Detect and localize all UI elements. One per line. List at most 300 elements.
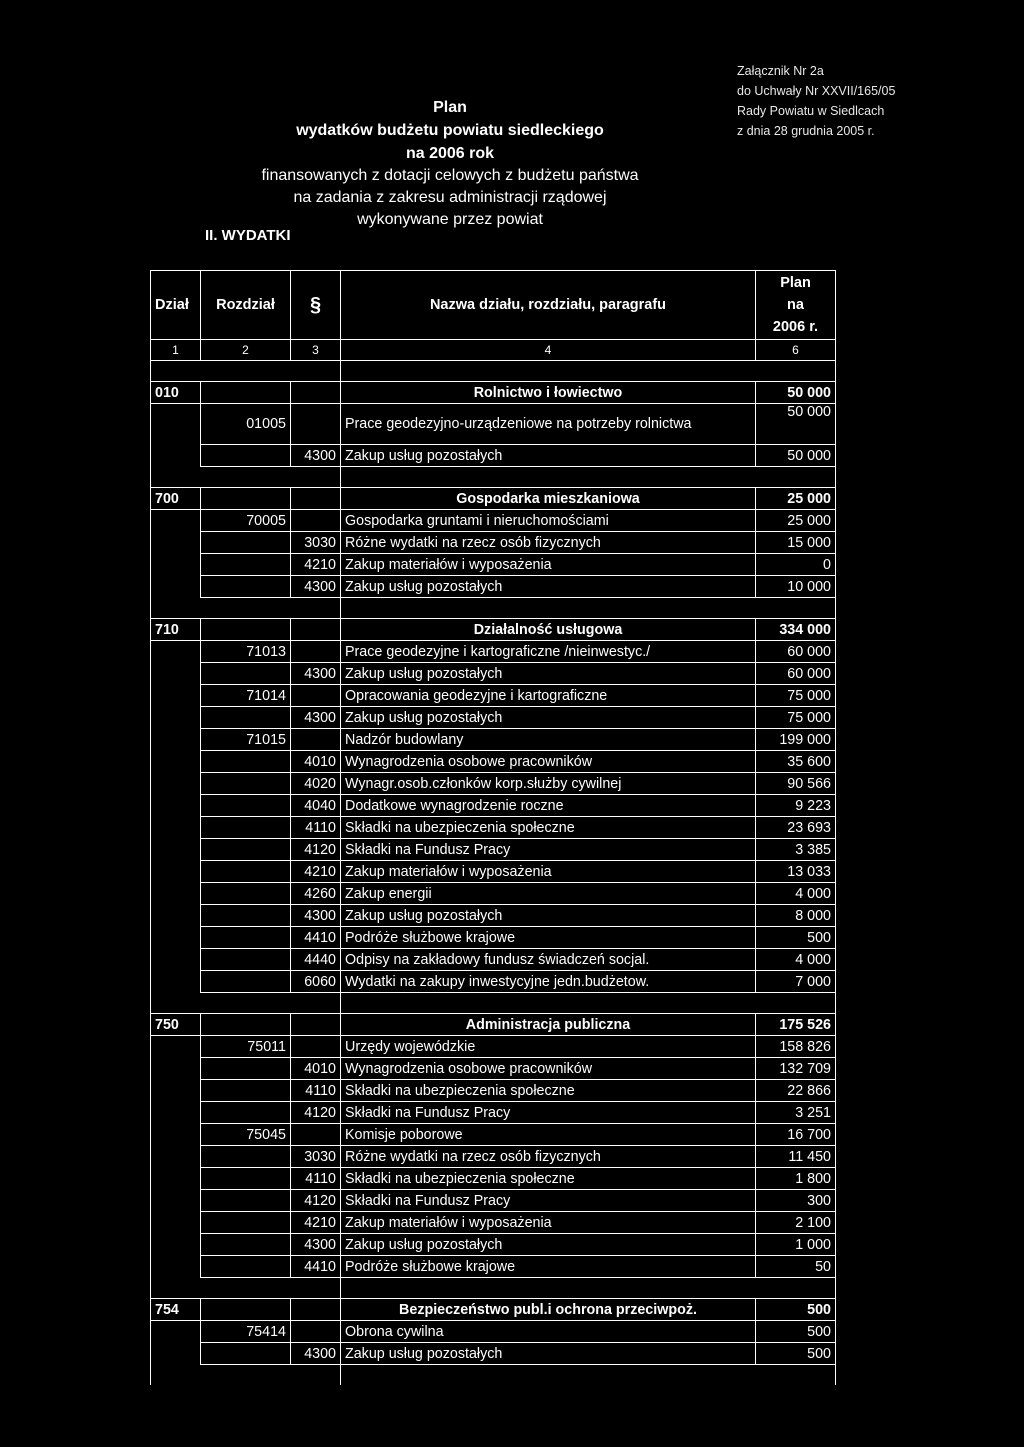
table-row-paragraf <box>151 795 836 817</box>
amount-cell: 16 700 <box>756 1124 836 1146</box>
paragraf-cell: 4410 <box>291 1256 341 1278</box>
name-cell: Zakup materiałów i wyposażenia <box>341 1212 756 1234</box>
paragraf-cell: 4210 <box>291 1212 341 1234</box>
title-line-4: finansowanych z dotacji celowych z budżetu państwa <box>261 167 639 184</box>
dzial-cell <box>151 1256 201 1278</box>
spacer-cell <box>341 598 756 619</box>
spacer-row <box>151 598 836 619</box>
name-cell: Administracja publiczna <box>341 1014 756 1036</box>
title-line-2: wydatków budżetu powiatu siedleckiego <box>296 122 604 139</box>
name-cell: Obrona cywilna <box>341 1321 756 1343</box>
header-plan-line-2: na <box>787 297 804 313</box>
name-cell: Prace geodezyjno-urządzeniowe na potrzeby rolnictwa <box>341 404 756 445</box>
spacer-cell <box>341 361 756 382</box>
dzial-cell <box>151 751 201 773</box>
title-line-6: wykonywane przez powiat <box>357 211 543 228</box>
amount-cell: 334 000 <box>756 619 836 641</box>
paragraf-cell <box>291 685 341 707</box>
column-number-row <box>151 340 836 361</box>
header-paragraf: § <box>291 271 341 340</box>
rozdzial-cell <box>201 1190 291 1212</box>
spacer-cell <box>151 361 201 382</box>
amount-cell: 13 033 <box>756 861 836 883</box>
dzial-cell <box>151 817 201 839</box>
spacer-cell <box>291 993 341 1014</box>
rozdzial-cell: 71013 <box>201 641 291 663</box>
table-row-rozdzial <box>151 685 836 707</box>
paragraf-cell: 4040 <box>291 795 341 817</box>
amount-cell: 1 000 <box>756 1234 836 1256</box>
amount-cell: 300 <box>756 1190 836 1212</box>
name-cell: Wynagrodzenia osobowe pracowników <box>341 751 756 773</box>
spacer-cell <box>341 993 756 1014</box>
amount-cell: 199 000 <box>756 729 836 751</box>
colnum-3: 3 <box>291 340 341 361</box>
spacer-cell <box>201 598 291 619</box>
table-row-paragraf <box>151 817 836 839</box>
colnum-2: 2 <box>201 340 291 361</box>
rozdzial-cell <box>201 663 291 685</box>
rozdzial-cell <box>201 817 291 839</box>
dzial-cell <box>151 1190 201 1212</box>
table-row-paragraf <box>151 1058 836 1080</box>
paragraf-cell: 3030 <box>291 532 341 554</box>
amount-cell: 75 000 <box>756 707 836 729</box>
spacer-cell <box>201 1365 291 1386</box>
name-cell: Opracowania geodezyjne i kartograficzne <box>341 685 756 707</box>
dzial-cell <box>151 554 201 576</box>
amount-cell: 25 000 <box>756 488 836 510</box>
rozdzial-cell <box>201 905 291 927</box>
paragraf-cell: 4120 <box>291 1102 341 1124</box>
name-cell: Zakup materiałów i wyposażenia <box>341 861 756 883</box>
colnum-6: 6 <box>756 340 836 361</box>
amount-cell: 50 000 <box>756 445 836 467</box>
attachment-line-4: z dnia 28 grudnia 2005 r. <box>737 124 875 138</box>
header-plan <box>756 271 836 340</box>
paragraf-cell <box>291 1124 341 1146</box>
name-cell: Składki na ubezpieczenia społeczne <box>341 1080 756 1102</box>
name-cell: Prace geodezyjne i kartograficzne /nieinwestyc./ <box>341 641 756 663</box>
name-cell: Wydatki na zakupy inwestycyjne jedn.budżetow. <box>341 971 756 993</box>
rozdzial-cell <box>201 488 291 510</box>
amount-cell: 9 223 <box>756 795 836 817</box>
paragraf-cell <box>291 1014 341 1036</box>
rozdzial-cell <box>201 445 291 467</box>
rozdzial-cell <box>201 1146 291 1168</box>
dzial-cell <box>151 1168 201 1190</box>
paragraf-cell: 4110 <box>291 1080 341 1102</box>
colnum-1: 1 <box>151 340 201 361</box>
attachment-line-1: Załącznik Nr 2a <box>737 64 824 78</box>
rozdzial-cell <box>201 707 291 729</box>
amount-cell: 60 000 <box>756 641 836 663</box>
table-row-paragraf <box>151 1190 836 1212</box>
amount-cell: 22 866 <box>756 1080 836 1102</box>
dzial-cell <box>151 1146 201 1168</box>
paragraf-cell: 4120 <box>291 1190 341 1212</box>
rozdzial-cell <box>201 1080 291 1102</box>
rozdzial-cell <box>201 773 291 795</box>
attachment-line-2: do Uchwały Nr XXVII/165/05 <box>737 84 896 98</box>
amount-cell: 1 800 <box>756 1168 836 1190</box>
spacer-cell <box>756 361 836 382</box>
amount-cell: 90 566 <box>756 773 836 795</box>
paragraf-cell <box>291 1321 341 1343</box>
spacer-row <box>151 361 836 382</box>
table-row-paragraf <box>151 905 836 927</box>
spacer-row <box>151 1278 836 1299</box>
spacer-cell <box>341 1365 756 1386</box>
amount-cell: 500 <box>756 1343 836 1365</box>
name-cell: Gospodarka mieszkaniowa <box>341 488 756 510</box>
spacer-cell <box>756 467 836 488</box>
amount-cell: 500 <box>756 1321 836 1343</box>
name-cell: Komisje poborowe <box>341 1124 756 1146</box>
table-row-paragraf <box>151 839 836 861</box>
rozdzial-cell <box>201 927 291 949</box>
paragraf-cell: 4410 <box>291 927 341 949</box>
name-cell: Zakup usług pozostałych <box>341 1234 756 1256</box>
dzial-cell <box>151 795 201 817</box>
colnum-4: 4 <box>341 340 756 361</box>
paragraf-cell: 4110 <box>291 1168 341 1190</box>
spacer-cell <box>151 1365 201 1386</box>
table-row-rozdzial <box>151 404 836 445</box>
budget-table <box>150 270 836 1385</box>
spacer-cell <box>151 598 201 619</box>
dzial-cell <box>151 1234 201 1256</box>
paragraf-cell <box>291 510 341 532</box>
name-cell: Składki na ubezpieczenia społeczne <box>341 817 756 839</box>
paragraf-cell: 4010 <box>291 1058 341 1080</box>
amount-cell: 4 000 <box>756 883 836 905</box>
name-cell: Dodatkowe wynagrodzenie roczne <box>341 795 756 817</box>
table-row-paragraf <box>151 445 836 467</box>
table-row-paragraf <box>151 1212 836 1234</box>
paragraf-cell: 4300 <box>291 445 341 467</box>
paragraf-cell: 4300 <box>291 663 341 685</box>
spacer-cell <box>291 1278 341 1299</box>
title-line-5: na zadania z zakresu administracji rządowej <box>293 189 607 206</box>
paragraf-cell: 4300 <box>291 1234 341 1256</box>
dzial-cell: 700 <box>151 488 201 510</box>
dzial-cell: 010 <box>151 382 201 404</box>
name-cell: Podróże służbowe krajowe <box>341 927 756 949</box>
name-cell: Zakup usług pozostałych <box>341 445 756 467</box>
amount-cell: 15 000 <box>756 532 836 554</box>
rozdzial-cell <box>201 949 291 971</box>
spacer-cell <box>756 993 836 1014</box>
rozdzial-cell <box>201 1212 291 1234</box>
table-row-rozdzial <box>151 510 836 532</box>
dzial-cell <box>151 773 201 795</box>
table-row-paragraf <box>151 949 836 971</box>
paragraf-cell <box>291 641 341 663</box>
header-nazwa: Nazwa działu, rozdziału, paragrafu <box>341 271 756 340</box>
rozdzial-cell <box>201 1058 291 1080</box>
paragraf-cell <box>291 488 341 510</box>
rozdzial-cell <box>201 971 291 993</box>
header-dzial: Dział <box>151 271 201 340</box>
table-row-paragraf <box>151 1234 836 1256</box>
name-cell: Wynagrodzenia osobowe pracowników <box>341 1058 756 1080</box>
dzial-cell <box>151 949 201 971</box>
dzial-cell: 750 <box>151 1014 201 1036</box>
spacer-cell <box>201 467 291 488</box>
name-cell: Zakup usług pozostałych <box>341 663 756 685</box>
spacer-cell <box>151 993 201 1014</box>
amount-cell: 10 000 <box>756 576 836 598</box>
table-row-paragraf <box>151 971 836 993</box>
name-cell: Składki na ubezpieczenia społeczne <box>341 1168 756 1190</box>
dzial-cell <box>151 1036 201 1058</box>
table-row-rozdzial <box>151 641 836 663</box>
table-row-dzial <box>151 382 836 404</box>
dzial-cell <box>151 1102 201 1124</box>
table-row-paragraf <box>151 1256 836 1278</box>
name-cell: Działalność usługowa <box>341 619 756 641</box>
name-cell: Zakup materiałów i wyposażenia <box>341 554 756 576</box>
name-cell: Gospodarka gruntami i nieruchomościami <box>341 510 756 532</box>
name-cell: Wynagr.osob.członków korp.służby cywilnej <box>341 773 756 795</box>
rozdzial-cell: 01005 <box>201 404 291 445</box>
dzial-cell <box>151 576 201 598</box>
dzial-cell <box>151 861 201 883</box>
amount-cell: 25 000 <box>756 510 836 532</box>
rozdzial-cell: 71015 <box>201 729 291 751</box>
dzial-cell <box>151 685 201 707</box>
rozdzial-cell: 75414 <box>201 1321 291 1343</box>
amount-cell: 2 100 <box>756 1212 836 1234</box>
dzial-cell <box>151 641 201 663</box>
table-header-row <box>151 271 836 340</box>
document-title <box>130 96 770 231</box>
amount-cell: 158 826 <box>756 1036 836 1058</box>
amount-cell: 60 000 <box>756 663 836 685</box>
name-cell: Składki na Fundusz Pracy <box>341 839 756 861</box>
paragraf-cell: 4300 <box>291 576 341 598</box>
spacer-cell <box>201 993 291 1014</box>
amount-cell: 8 000 <box>756 905 836 927</box>
paragraf-cell <box>291 729 341 751</box>
spacer-cell <box>201 1278 291 1299</box>
paragraf-cell: 4120 <box>291 839 341 861</box>
paragraf-cell: 4210 <box>291 554 341 576</box>
dzial-cell <box>151 663 201 685</box>
rozdzial-cell <box>201 554 291 576</box>
paragraf-cell <box>291 1036 341 1058</box>
rozdzial-cell: 70005 <box>201 510 291 532</box>
paragraf-cell <box>291 382 341 404</box>
dzial-cell <box>151 1080 201 1102</box>
amount-cell: 11 450 <box>756 1146 836 1168</box>
table-row-paragraf <box>151 751 836 773</box>
dzial-cell <box>151 404 201 445</box>
table-row-dzial <box>151 1014 836 1036</box>
dzial-cell <box>151 905 201 927</box>
rozdzial-cell <box>201 1168 291 1190</box>
header-plan-line-3: 2006 r. <box>772 319 819 335</box>
table-row-paragraf <box>151 773 836 795</box>
rozdzial-cell <box>201 576 291 598</box>
table-row-paragraf <box>151 707 836 729</box>
paragraf-cell: 4210 <box>291 861 341 883</box>
section-heading: II. WYDATKI <box>205 227 291 244</box>
dzial-cell <box>151 1124 201 1146</box>
dzial-cell <box>151 883 201 905</box>
table-row-dzial <box>151 1299 836 1321</box>
paragraf-cell: 4110 <box>291 817 341 839</box>
rozdzial-cell <box>201 1234 291 1256</box>
amount-cell: 50 <box>756 1256 836 1278</box>
dzial-cell <box>151 1343 201 1365</box>
name-cell: Składki na Fundusz Pracy <box>341 1190 756 1212</box>
amount-cell: 7 000 <box>756 971 836 993</box>
name-cell: Urzędy wojewódzkie <box>341 1036 756 1058</box>
rozdzial-cell: 71014 <box>201 685 291 707</box>
rozdzial-cell <box>201 861 291 883</box>
amount-cell: 175 526 <box>756 1014 836 1036</box>
table-row-paragraf <box>151 883 836 905</box>
amount-cell: 35 600 <box>756 751 836 773</box>
rozdzial-cell <box>201 1256 291 1278</box>
rozdzial-cell <box>201 795 291 817</box>
amount-cell: 3 251 <box>756 1102 836 1124</box>
dzial-cell <box>151 1321 201 1343</box>
table-row-paragraf <box>151 1080 836 1102</box>
table-row-paragraf <box>151 663 836 685</box>
name-cell: Odpisy na zakładowy fundusz świadczeń socjal. <box>341 949 756 971</box>
spacer-row <box>151 467 836 488</box>
rozdzial-cell: 75011 <box>201 1036 291 1058</box>
rozdzial-cell <box>201 1014 291 1036</box>
rozdzial-cell <box>201 382 291 404</box>
rozdzial-cell <box>201 839 291 861</box>
spacer-cell <box>756 1278 836 1299</box>
table-row-rozdzial <box>151 729 836 751</box>
dzial-cell <box>151 971 201 993</box>
table-row-paragraf <box>151 1146 836 1168</box>
table-row-paragraf <box>151 554 836 576</box>
rozdzial-cell <box>201 883 291 905</box>
table-row-paragraf <box>151 1168 836 1190</box>
spacer-cell <box>151 1278 201 1299</box>
name-cell: Zakup usług pozostałych <box>341 576 756 598</box>
name-cell: Rolnictwo i łowiectwo <box>341 382 756 404</box>
name-cell: Różne wydatki na rzecz osób fizycznych <box>341 1146 756 1168</box>
rozdzial-cell <box>201 619 291 641</box>
dzial-cell: 710 <box>151 619 201 641</box>
table-row-paragraf <box>151 861 836 883</box>
name-cell: Nadzór budowlany <box>341 729 756 751</box>
amount-cell: 4 000 <box>756 949 836 971</box>
spacer-cell <box>291 361 341 382</box>
spacer-cell <box>756 598 836 619</box>
paragraf-cell <box>291 619 341 641</box>
header-plan-line-1: Plan <box>780 275 811 291</box>
spacer-cell <box>151 467 201 488</box>
table-row-paragraf <box>151 1343 836 1365</box>
paragraf-cell: 6060 <box>291 971 341 993</box>
amount-cell: 0 <box>756 554 836 576</box>
amount-cell: 500 <box>756 927 836 949</box>
spacer-cell <box>341 1278 756 1299</box>
header-rozdzial: Rozdział <box>201 271 291 340</box>
table-row-rozdzial <box>151 1036 836 1058</box>
spacer-cell <box>291 1365 341 1386</box>
spacer-cell <box>341 467 756 488</box>
amount-cell: 75 000 <box>756 685 836 707</box>
name-cell: Zakup usług pozostałych <box>341 1343 756 1365</box>
amount-cell: 132 709 <box>756 1058 836 1080</box>
table-row-dzial <box>151 488 836 510</box>
table-row-paragraf <box>151 532 836 554</box>
table-row-rozdzial <box>151 1321 836 1343</box>
paragraf-cell: 4440 <box>291 949 341 971</box>
name-cell: Podróże służbowe krajowe <box>341 1256 756 1278</box>
amount-cell: 500 <box>756 1299 836 1321</box>
table-row-paragraf <box>151 927 836 949</box>
dzial-cell <box>151 532 201 554</box>
spacer-cell <box>201 361 291 382</box>
paragraf-cell <box>291 1299 341 1321</box>
paragraf-cell: 4300 <box>291 905 341 927</box>
table-row-paragraf <box>151 576 836 598</box>
paragraf-cell: 4010 <box>291 751 341 773</box>
name-cell: Zakup usług pozostałych <box>341 905 756 927</box>
table-end-spacer <box>151 1365 836 1386</box>
dzial-cell <box>151 1058 201 1080</box>
rozdzial-cell <box>201 1343 291 1365</box>
paragraf-cell: 4300 <box>291 707 341 729</box>
amount-cell: 3 385 <box>756 839 836 861</box>
table-row-paragraf <box>151 1102 836 1124</box>
table-row-dzial <box>151 619 836 641</box>
paragraf-cell: 4300 <box>291 1343 341 1365</box>
dzial-cell <box>151 707 201 729</box>
name-cell: Składki na Fundusz Pracy <box>341 1102 756 1124</box>
rozdzial-cell <box>201 532 291 554</box>
rozdzial-cell <box>201 1299 291 1321</box>
title-line-3: na 2006 rok <box>405 145 495 162</box>
name-cell: Zakup energii <box>341 883 756 905</box>
name-cell: Różne wydatki na rzecz osób fizycznych <box>341 532 756 554</box>
spacer-cell <box>756 1365 836 1386</box>
table-row-rozdzial <box>151 1124 836 1146</box>
attachment-line-3: Rady Powiatu w Siedlcach <box>737 104 885 118</box>
amount-cell: 50 000 <box>756 382 836 404</box>
dzial-cell <box>151 1212 201 1234</box>
paragraf-cell <box>291 404 341 445</box>
amount-cell: 23 693 <box>756 817 836 839</box>
dzial-cell: 754 <box>151 1299 201 1321</box>
dzial-cell <box>151 927 201 949</box>
paragraf-cell: 3030 <box>291 1146 341 1168</box>
paragraf-cell: 4020 <box>291 773 341 795</box>
title-line-1: Plan <box>433 99 467 116</box>
dzial-cell <box>151 445 201 467</box>
spacer-cell <box>291 598 341 619</box>
paragraf-cell: 4260 <box>291 883 341 905</box>
rozdzial-cell <box>201 1102 291 1124</box>
name-cell: Zakup usług pozostałych <box>341 707 756 729</box>
spacer-row <box>151 993 836 1014</box>
rozdzial-cell <box>201 751 291 773</box>
rozdzial-cell: 75045 <box>201 1124 291 1146</box>
name-cell: Bezpieczeństwo publ.i ochrona przeciwpoż. <box>341 1299 756 1321</box>
spacer-cell <box>291 467 341 488</box>
